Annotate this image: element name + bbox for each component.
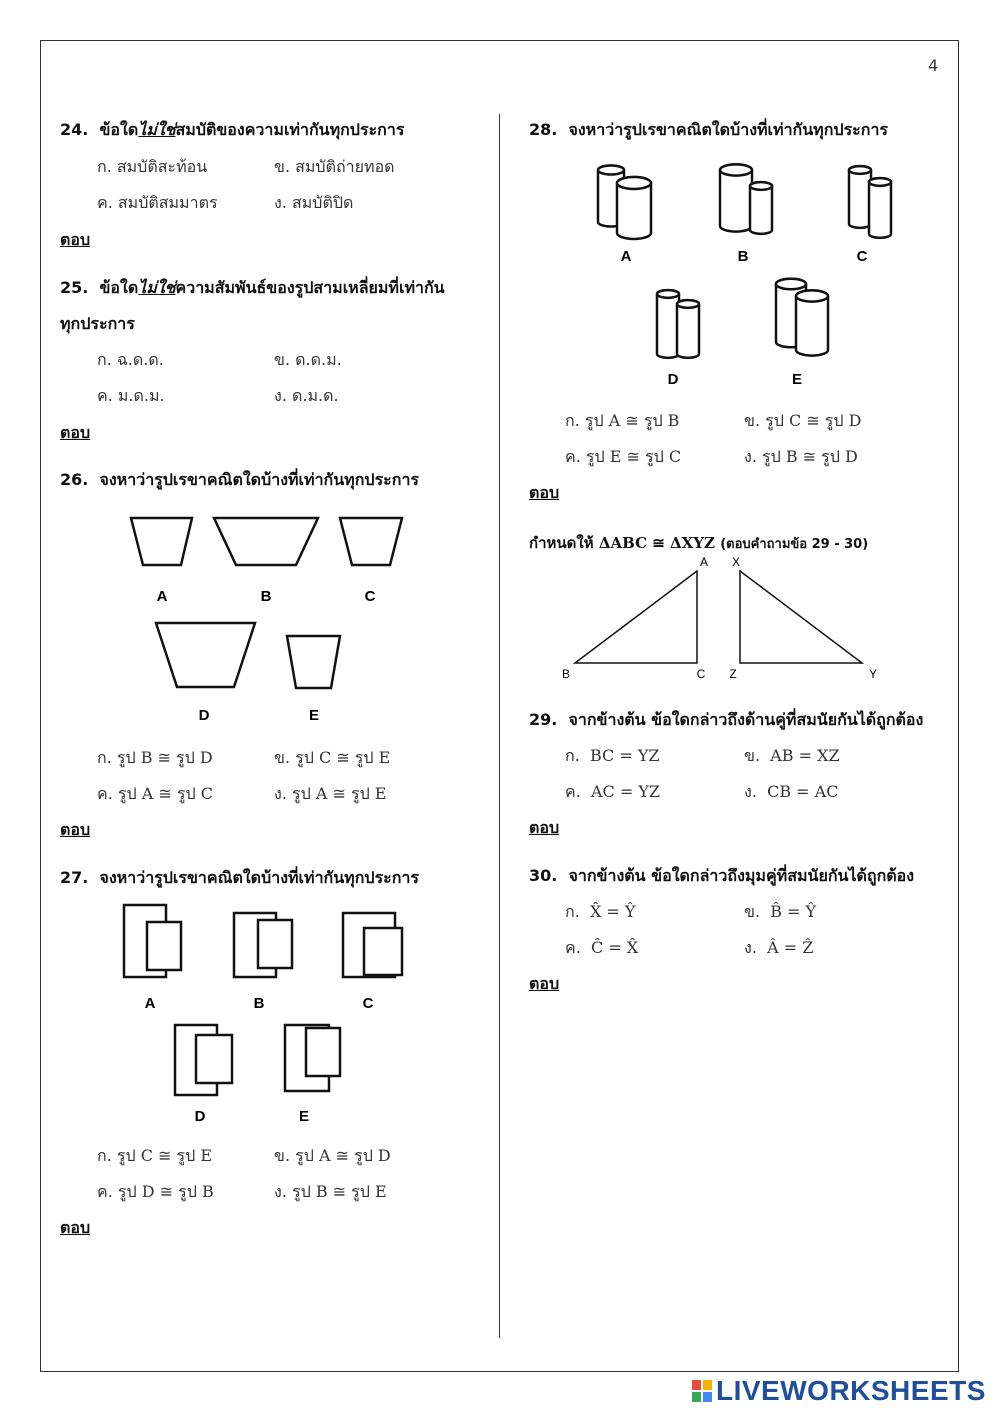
figure-label-c: C	[364, 588, 376, 605]
question-text-post: ความสัมพันธ์ของรูปสามเหลี่ยมที่เท่ากัน	[175, 278, 445, 297]
triangle-abc	[575, 571, 697, 663]
answer-label[interactable]: ตอบ	[529, 483, 560, 502]
option-b[interactable]: ข. ด.ด.ม.	[274, 350, 342, 369]
option-b[interactable]: ข. สมบัติถ่ายทอด	[274, 157, 395, 176]
rect-pair-d	[175, 1025, 232, 1095]
option-c[interactable]: ค. รูป E ≅ รูป C	[565, 447, 682, 466]
rect-pair-b	[234, 913, 292, 977]
option-c[interactable]: ค. AC = YZ	[565, 782, 661, 801]
rect-pair-a	[124, 905, 181, 977]
logo-mark-icon	[692, 1380, 712, 1402]
figure-label-e: E	[298, 1108, 310, 1125]
triangle-xyz	[740, 571, 862, 663]
question-number: 24.	[60, 120, 89, 139]
answer-label[interactable]: ตอบ	[60, 423, 91, 442]
given-pre: กำหนดให้	[529, 534, 594, 552]
question-text-post: สมบัติของความเท่ากันทุกประการ	[175, 120, 405, 139]
option-d[interactable]: ง. รูป B ≅ รูป D	[744, 447, 858, 466]
option-d[interactable]: ง. รูป B ≅ รูป E	[274, 1182, 387, 1201]
vertex-label-z: Z	[729, 667, 737, 681]
figure-label-d: D	[667, 371, 679, 388]
question-emphasis: ไม่ใช่	[138, 278, 176, 297]
given-math: ΔABC ≅ ΔXYZ	[598, 534, 715, 552]
option-c[interactable]: ค. รูป D ≅ รูป B	[97, 1182, 214, 1201]
option-c[interactable]: ค. รูป A ≅ รูป C	[97, 784, 213, 803]
liveworksheets-logo[interactable]	[692, 1376, 986, 1406]
page-number: 4	[928, 56, 939, 75]
answer-label[interactable]: ตอบ	[529, 818, 560, 837]
question-number: 28.	[529, 120, 558, 139]
question-text: จากข้างต้น ข้อใดกล่าวถึงด้านคู่ที่สมนัยกันได้ถูกต้อง	[568, 710, 924, 729]
option-c[interactable]: ค. Ĉ = X̂	[565, 938, 639, 957]
question-text: จงหาว่ารูปเรขาคณิตใดบ้างที่เท่ากันทุกประการ	[568, 120, 889, 139]
figure-label-a: A	[156, 588, 168, 605]
figure-label-d: D	[198, 707, 210, 724]
option-d[interactable]: ง. ด.ม.ด.	[274, 386, 339, 405]
option-a[interactable]: ก. X̂ = Ŷ	[565, 902, 636, 921]
question-text: จงหาว่ารูปเรขาคณิตใดบ้างที่เท่ากันทุกประการ	[99, 470, 420, 489]
answer-label[interactable]: ตอบ	[60, 820, 91, 839]
answer-label[interactable]: ตอบ	[60, 230, 91, 249]
option-d[interactable]: ง. CB = AC	[744, 782, 839, 801]
given-note: (ตอบคำถามข้อ 29 - 30)	[720, 537, 869, 552]
answer-label[interactable]: ตอบ	[529, 974, 560, 993]
answer-label[interactable]: ตอบ	[60, 1218, 91, 1237]
figure-label-e: E	[791, 371, 803, 388]
rect-pair-c	[343, 913, 402, 977]
option-d[interactable]: ง. Â = Ẑ	[744, 938, 814, 957]
rect-pair-e	[285, 1025, 340, 1091]
option-b[interactable]: ข. AB = XZ	[744, 746, 840, 765]
figure-label-a: A	[144, 995, 156, 1012]
figure-label-c: C	[362, 995, 374, 1012]
question-29	[529, 708, 923, 733]
question-number: 25.	[60, 278, 89, 297]
option-d[interactable]: ง. สมบัติปิด	[274, 193, 354, 212]
question-number: 26.	[60, 470, 89, 489]
question-text: จงหาว่ารูปเรขาคณิตใดบ้างที่เท่ากันทุกประการ	[99, 868, 420, 887]
option-c[interactable]: ค. ม.ด.ม.	[97, 386, 165, 405]
option-a[interactable]: ก. สมบัติสะท้อน	[97, 157, 208, 176]
option-b[interactable]: ข. รูป C ≅ รูป E	[274, 748, 391, 767]
figure-label-a: A	[620, 248, 632, 265]
figure-label-d: D	[194, 1108, 206, 1125]
figure-label-b: B	[260, 588, 272, 605]
brand-name: LIVEWORKSHEETS	[716, 1375, 986, 1406]
question-text-pre: ข้อใด	[99, 278, 139, 297]
option-a[interactable]: ก. รูป A ≅ รูป B	[565, 411, 680, 430]
question-emphasis: ไม่ใช่	[138, 120, 176, 139]
figure-label-b: B	[253, 995, 265, 1012]
option-b[interactable]: ข. รูป C ≅ รูป D	[744, 411, 862, 430]
option-a[interactable]: ก. รูป C ≅ รูป E	[97, 1146, 213, 1165]
vertex-label-x: X	[731, 555, 741, 569]
option-a[interactable]: ก. รูป B ≅ รูป D	[97, 748, 213, 767]
option-b[interactable]: ข. รูป A ≅ รูป D	[274, 1146, 391, 1165]
question-text-pre: ข้อใด	[99, 120, 139, 139]
option-b[interactable]: ข. B̂ = Ŷ	[744, 902, 817, 921]
question-number: 30.	[529, 866, 558, 885]
question-text: จากข้างต้น ข้อใดกล่าวถึงมุมคู่ที่สมนัยกันได้ถูกต้อง	[568, 866, 915, 885]
figure-label-e: E	[308, 707, 320, 724]
question-25-line2: ทุกประการ	[60, 314, 135, 333]
question-number: 27.	[60, 868, 89, 887]
triangle-figure	[0, 0, 1000, 690]
vertex-label-y: Y	[868, 667, 878, 681]
option-a[interactable]: ก. ฉ.ด.ด.	[97, 350, 164, 369]
figure-label-b: B	[737, 248, 749, 265]
option-a[interactable]: ก. BC = YZ	[565, 746, 660, 765]
vertex-label-a: A	[699, 555, 709, 569]
question-number: 29.	[529, 710, 558, 729]
option-d[interactable]: ง. รูป A ≅ รูป E	[274, 784, 387, 803]
vertex-label-c: C	[696, 667, 706, 681]
figure-label-c: C	[856, 248, 868, 265]
question-30	[529, 864, 914, 889]
option-c[interactable]: ค. สมบัติสมมาตร	[97, 193, 218, 212]
vertex-label-b: B	[561, 667, 571, 681]
